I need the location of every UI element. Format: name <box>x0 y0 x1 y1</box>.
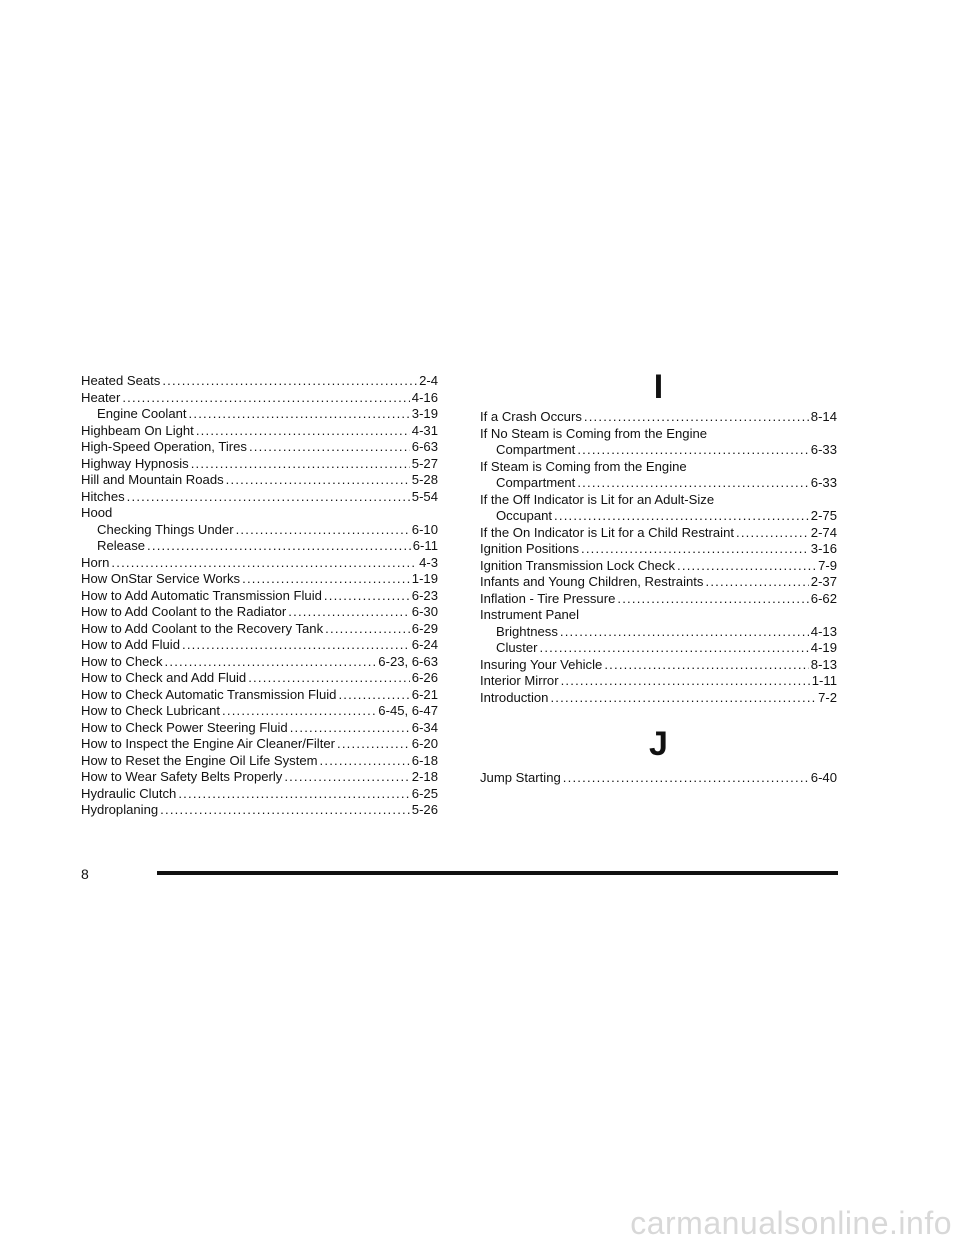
dot-leader <box>539 640 808 657</box>
index-column-right <box>480 368 837 787</box>
index-entry <box>81 621 438 638</box>
dot-leader <box>577 475 808 492</box>
index-entry <box>480 690 837 707</box>
entry-text: Release <box>97 538 146 553</box>
page-number: 8 <box>81 866 89 882</box>
index-heading <box>480 459 837 476</box>
entry-text: How to Add Fluid <box>81 637 180 652</box>
index-entry <box>480 525 837 542</box>
dot-leader <box>189 406 410 423</box>
index-entry <box>81 604 438 621</box>
entry-text: Infants and Young Children, Restraints <box>480 574 704 589</box>
watermark[interactable]: carmanualsonline.info <box>630 1205 952 1241</box>
entry-text: How to Inspect the Engine Air Cleaner/Filter <box>81 736 335 751</box>
entry-text: Checking Things Under <box>97 521 234 537</box>
dot-leader <box>561 673 810 690</box>
dot-leader <box>236 522 410 539</box>
index-entry <box>81 390 438 407</box>
entry-page-ref: 6-26 <box>411 670 438 685</box>
index-entry <box>81 406 438 423</box>
index-entry <box>81 423 438 440</box>
entry-page-ref: 6-23, 6-63 <box>378 653 438 669</box>
entry-text: Compartment <box>496 442 576 457</box>
index-column-left <box>81 373 438 819</box>
dot-leader <box>324 588 410 605</box>
entry-page-ref: 6-18 <box>411 752 438 768</box>
entry-page-ref: 3-19 <box>411 406 438 421</box>
dot-leader <box>736 525 809 542</box>
entry-text: How to Check and Add Fluid <box>81 670 247 685</box>
dot-leader <box>604 657 808 674</box>
dot-leader <box>178 786 409 803</box>
entry-page-ref: 6-29 <box>411 620 438 636</box>
index-entry <box>81 670 438 687</box>
entry-text: Occupant <box>496 508 553 523</box>
index-entry <box>81 720 438 737</box>
entry-page-ref: 5-27 <box>411 455 438 471</box>
entry-page-ref: 6-33 <box>810 475 837 490</box>
dot-leader <box>147 538 411 555</box>
index-entry <box>81 654 438 671</box>
dot-leader <box>284 769 409 786</box>
dot-leader <box>577 442 808 459</box>
index-entry <box>480 558 837 575</box>
index-entry <box>81 522 438 539</box>
entry-page-ref: 6-23 <box>411 587 438 603</box>
index-entry <box>81 555 438 572</box>
index-entry <box>81 373 438 390</box>
entry-page-ref: 4-3 <box>419 554 438 570</box>
entry-page-ref: 6-11 <box>412 538 438 553</box>
index-entry <box>480 541 837 558</box>
entry-page-ref: 2-18 <box>411 769 438 784</box>
dot-leader <box>325 621 410 638</box>
entry-page-ref: 4-31 <box>411 422 438 438</box>
index-heading <box>480 607 837 624</box>
section-i-entries <box>480 409 837 706</box>
dot-leader <box>242 571 410 588</box>
index-entry <box>480 657 837 674</box>
entry-page-ref: 6-34 <box>411 719 438 735</box>
dot-leader <box>162 373 417 390</box>
dot-leader <box>122 390 409 407</box>
entry-text: Compartment <box>496 475 576 490</box>
section-letter-j: J <box>649 725 668 763</box>
index-entry <box>81 786 438 803</box>
entry-page-ref: 6-25 <box>411 785 438 801</box>
dot-leader <box>617 591 808 608</box>
entry-page-ref: 5-28 <box>411 472 438 487</box>
index-entry <box>81 439 438 456</box>
entry-page-ref: 6-40 <box>810 770 837 785</box>
entry-text: If a Crash Occurs <box>480 409 582 424</box>
index-heading <box>81 505 438 522</box>
entry-page-ref: 4-13 <box>810 623 837 639</box>
dot-leader <box>182 637 410 654</box>
entry-page-ref: 4-16 <box>411 389 438 405</box>
entry-page-ref: 6-24 <box>411 637 438 652</box>
entry-page-ref: 1-19 <box>411 571 438 586</box>
entry-text: How to Check <box>81 653 163 669</box>
dot-leader <box>248 670 410 687</box>
index-entry <box>81 472 438 489</box>
index-entry <box>480 409 837 426</box>
dot-leader <box>249 439 410 456</box>
dot-leader <box>191 456 410 473</box>
index-entry <box>480 770 837 787</box>
entry-text: Brightness <box>496 623 558 639</box>
index-entry <box>81 538 438 555</box>
entry-page-ref: 6-21 <box>411 686 438 702</box>
entry-text: Hydraulic Clutch <box>81 785 177 801</box>
entry-text: How to Check Lubricant <box>81 703 221 718</box>
dot-leader <box>165 654 377 671</box>
entry-page-ref: 3-16 <box>810 541 837 556</box>
index-entry <box>81 703 438 720</box>
entry-page-ref: 5-26 <box>411 802 438 817</box>
index-entry <box>81 769 438 786</box>
dot-leader <box>226 472 410 489</box>
dot-leader <box>160 802 410 819</box>
entry-text: If the On Indicator is Lit for a Child Restraint <box>480 524 734 540</box>
dot-leader <box>584 409 809 426</box>
entry-text: Jump Starting <box>480 770 561 785</box>
index-entry <box>480 508 837 525</box>
entry-page-ref: 7-9 <box>818 557 837 573</box>
dot-leader <box>222 703 376 720</box>
entry-text: If Steam is Coming from the Engine <box>480 458 687 474</box>
entry-text: High-Speed Operation, Tires <box>81 439 247 454</box>
entry-text: Hitches <box>81 488 125 504</box>
footer-rule <box>157 871 838 875</box>
entry-page-ref: 6-20 <box>411 736 438 751</box>
entry-text: How to Check Power Steering Fluid <box>81 719 288 735</box>
entry-page-ref: 1-11 <box>811 673 837 688</box>
dot-leader <box>677 558 816 575</box>
section-letter-i: I <box>653 368 664 406</box>
entry-page-ref: 6-10 <box>411 521 438 537</box>
entry-page-ref: 6-30 <box>411 604 438 619</box>
entry-text: Highway Hypnosis <box>81 455 189 471</box>
section-j-entries <box>480 770 837 787</box>
entry-text: Horn <box>81 554 110 570</box>
entry-text: If the Off Indicator is Lit for an Adult-Size <box>480 491 715 507</box>
dot-leader <box>320 753 410 770</box>
entry-text: Heater <box>81 389 121 405</box>
dot-leader <box>127 489 410 506</box>
entry-page-ref: 6-33 <box>810 442 837 457</box>
entry-page-ref: 8-14 <box>810 409 837 424</box>
index-entry <box>81 802 438 819</box>
index-entry <box>480 574 837 591</box>
entry-text: Ignition Transmission Lock Check <box>480 557 676 573</box>
entry-text: How to Add Automatic Transmission Fluid <box>81 587 322 603</box>
entry-page-ref: 2-75 <box>810 508 837 523</box>
entry-text: Hill and Mountain Roads <box>81 472 224 487</box>
index-entry <box>480 640 837 657</box>
dot-leader <box>563 770 809 787</box>
entry-text: Insuring Your Vehicle <box>480 656 603 672</box>
entry-text: Instrument Panel <box>480 607 579 622</box>
entry-page-ref: 7-2 <box>818 689 837 705</box>
index-entry <box>81 753 438 770</box>
entry-text: How to Check Automatic Transmission Fluid <box>81 686 337 702</box>
index-entry <box>81 571 438 588</box>
entry-page-ref: 6-62 <box>810 590 837 606</box>
entry-page-ref: 5-54 <box>411 488 438 504</box>
entry-text: Highbeam On Light <box>81 422 194 438</box>
entry-page-ref: 6-63 <box>411 439 438 454</box>
entry-text: Hood <box>81 505 113 520</box>
entry-text: Cluster <box>496 640 538 655</box>
entry-text: Hydroplaning <box>81 802 159 817</box>
entry-text: Engine Coolant <box>97 406 187 421</box>
dot-leader <box>554 508 809 525</box>
entry-text: How OnStar Service Works <box>81 571 241 586</box>
dot-leader <box>196 423 410 440</box>
index-entry <box>81 489 438 506</box>
index-entry <box>480 624 837 641</box>
entry-text: Heated Seats <box>81 373 161 388</box>
dot-leader <box>111 555 417 572</box>
entry-page-ref: 4-19 <box>810 640 837 655</box>
dot-leader <box>337 736 410 753</box>
dot-leader <box>560 624 809 641</box>
entry-page-ref: 2-4 <box>419 373 438 388</box>
dot-leader <box>705 574 808 591</box>
entry-text: How to Add Coolant to the Radiator <box>81 604 287 619</box>
entry-text: If No Steam is Coming from the Engine <box>480 425 708 441</box>
index-entry <box>480 442 837 459</box>
entry-text: Inflation - Tire Pressure <box>480 590 616 606</box>
index-entry <box>81 588 438 605</box>
entry-text: Interior Mirror <box>480 673 559 688</box>
index-entry <box>480 673 837 690</box>
index-heading <box>480 492 837 509</box>
index-entry <box>81 637 438 654</box>
index-entry <box>480 475 837 492</box>
dot-leader <box>290 720 410 737</box>
entry-page-ref: 6-45, 6-47 <box>378 703 438 718</box>
entry-text: How to Add Coolant to the Recovery Tank <box>81 620 324 636</box>
index-entry <box>480 591 837 608</box>
entry-page-ref: 2-74 <box>810 524 837 540</box>
index-heading <box>480 426 837 443</box>
entry-page-ref: 8-13 <box>810 656 837 672</box>
dot-leader <box>581 541 809 558</box>
dot-leader <box>550 690 816 707</box>
entry-text: How to Wear Safety Belts Properly <box>81 769 283 784</box>
index-entry <box>81 456 438 473</box>
entry-text: Ignition Positions <box>480 541 579 556</box>
entry-text: Introduction <box>480 689 549 705</box>
index-entry <box>81 736 438 753</box>
dot-leader <box>288 604 410 621</box>
entry-page-ref: 2-37 <box>810 574 837 589</box>
index-entry <box>81 687 438 704</box>
entry-text: How to Reset the Engine Oil Life System <box>81 752 318 768</box>
dot-leader <box>338 687 409 704</box>
